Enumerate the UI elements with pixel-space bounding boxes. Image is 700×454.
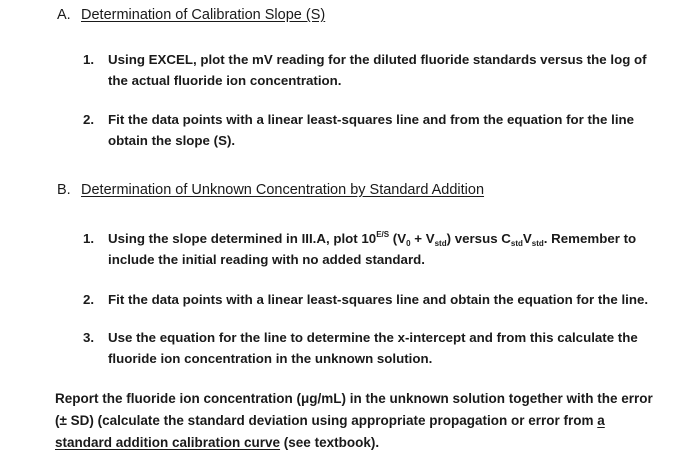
report-link-text: a standard addition calibration curve: [55, 413, 605, 450]
section-b-heading: [57, 181, 484, 199]
item-text: Fit the data points with a linear least-squares line and obtain the equation for the line.: [108, 292, 649, 307]
section-b-letter: B.: [57, 182, 71, 198]
section-a-letter: A.: [57, 7, 71, 23]
section-b-item-1: [83, 228, 643, 270]
item-text: Using EXCEL, plot the mV reading for the diluted fluoride standards versus the log of the actual fluoride ion concentration.: [108, 52, 647, 88]
section-a-title: Determination of Calibration Slope (S): [81, 7, 326, 23]
report-text-after: (see textbook).: [280, 435, 380, 450]
section-a-heading: [57, 6, 325, 24]
report-paragraph: [55, 388, 655, 454]
section-b-title: Determination of Unknown Concentration by Standard Addition: [81, 182, 485, 198]
item-number: 1.: [83, 231, 95, 246]
item-number: 3.: [83, 330, 95, 345]
section-b-item-2: [83, 289, 683, 310]
item-text: Using the slope determined in III.A, plot $10^{E/S}$ $(V_0 + V_{std})$ versus $C_{std}V_{std}$. Remember to include the initial reading with no added standard.: [108, 230, 637, 267]
item-number: 1.: [83, 52, 95, 67]
section-a-item-2: [83, 109, 643, 151]
section-a-item-1: [83, 49, 663, 91]
item-text: Use the equation for the line to determine the x-intercept and from this calculate the fluoride ion concentration in the unknown solution.: [108, 330, 638, 366]
report-text-before: Report the fluoride ion concentration (μg/mL) in the unknown solution together with the error (± SD) (calculate the standard deviation using appropriate propagation or error from: [55, 391, 653, 428]
item-number: 2.: [83, 112, 95, 127]
item-text: Fit the data points with a linear least-squares line and from the equation for the line obtain the slope (S).: [108, 112, 635, 148]
item-number: 2.: [83, 292, 95, 307]
section-b-item-3: [83, 327, 643, 369]
